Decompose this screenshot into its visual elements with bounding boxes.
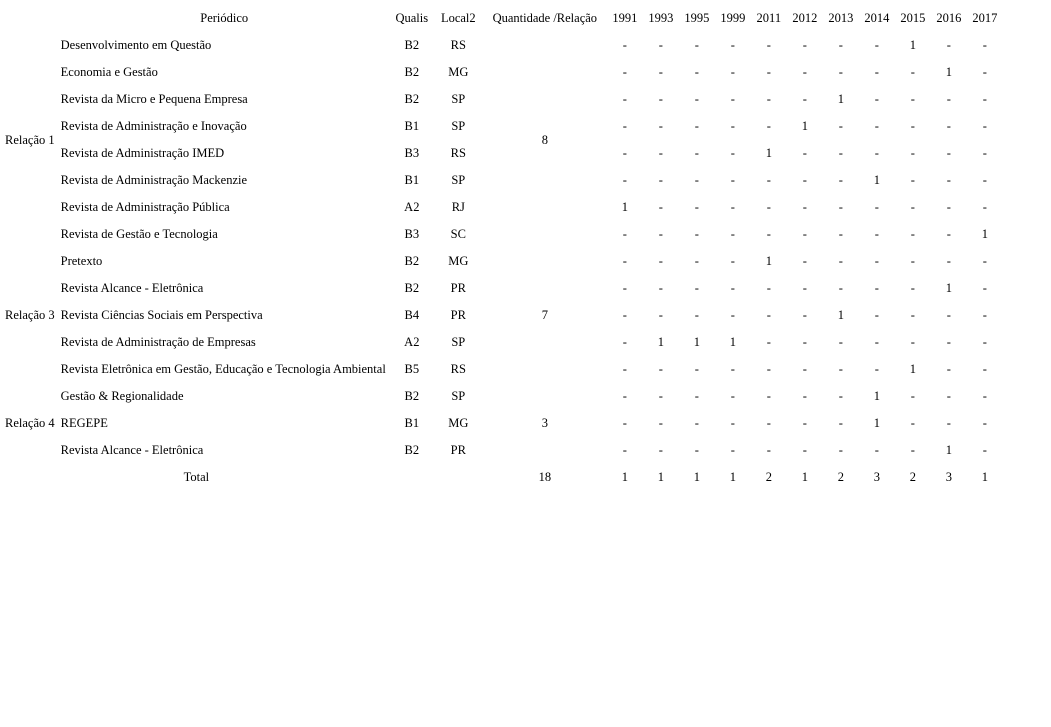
local-value: RJ <box>451 200 465 214</box>
year-count: - <box>946 416 951 430</box>
local-value: SP <box>451 173 466 187</box>
year-count: 1 <box>945 281 952 295</box>
qualis-value: B2 <box>404 281 420 295</box>
year-count: 1 <box>945 65 952 79</box>
year-count: - <box>946 200 951 214</box>
year-count: - <box>694 308 699 322</box>
year-count: 1 <box>909 362 916 376</box>
year-count: - <box>838 281 843 295</box>
quantidade-value: 3 <box>541 416 548 430</box>
year-count: - <box>622 92 627 106</box>
year-count: - <box>838 173 843 187</box>
periodico-name: Revista de Administração de Empresas <box>60 335 256 349</box>
year-count: 1 <box>945 443 952 457</box>
year-count: - <box>694 146 699 160</box>
year-count: - <box>730 308 735 322</box>
periodico-name: REGEPE <box>60 416 108 430</box>
year-count: - <box>802 335 807 349</box>
local-value: SP <box>451 92 466 106</box>
year-count: - <box>730 92 735 106</box>
qualis-value: B5 <box>404 362 420 376</box>
year-count: - <box>946 146 951 160</box>
year-count: - <box>982 92 987 106</box>
year-count: - <box>658 281 663 295</box>
year-count: - <box>910 146 915 160</box>
header-local: Local2 <box>440 11 476 25</box>
year-count: - <box>982 443 987 457</box>
local-value: RS <box>450 146 466 160</box>
year-count: - <box>946 227 951 241</box>
qualis-value: A2 <box>404 335 420 349</box>
year-count: - <box>874 38 879 52</box>
year-count: - <box>982 335 987 349</box>
periodico-name: Revista de Administração Mackenzie <box>60 173 248 187</box>
year-count: 1 <box>873 173 880 187</box>
year-count: - <box>874 200 879 214</box>
year-count: - <box>838 362 843 376</box>
table-body <box>3 32 1003 491</box>
header-row <box>3 5 1003 32</box>
year-count: - <box>694 362 699 376</box>
table-row <box>3 32 1003 59</box>
table-head <box>3 5 1003 32</box>
year-count: - <box>802 173 807 187</box>
year-count: - <box>730 443 735 457</box>
year-count: - <box>730 119 735 133</box>
local-value: MG <box>448 254 469 268</box>
year-count: - <box>982 146 987 160</box>
year-count: - <box>946 38 951 52</box>
year-count: - <box>622 146 627 160</box>
year-count: - <box>658 92 663 106</box>
periodico-name: Desenvolvimento em Questão <box>60 38 212 52</box>
year-count: - <box>982 200 987 214</box>
year-count: - <box>622 227 627 241</box>
header-qualis: Qualis <box>395 11 429 25</box>
periodico-name: Revista da Micro e Pequena Empresa <box>60 92 248 106</box>
year-count: - <box>730 281 735 295</box>
periodico-name: Economia e Gestão <box>60 65 158 79</box>
year-count: - <box>874 92 879 106</box>
qualis-value: A2 <box>404 200 420 214</box>
year-count: - <box>766 65 771 79</box>
total-year-count: 3 <box>873 470 880 484</box>
year-count: - <box>766 281 771 295</box>
year-count: - <box>838 146 843 160</box>
year-count: - <box>730 173 735 187</box>
year-count: 1 <box>657 335 664 349</box>
year-count: - <box>622 119 627 133</box>
year-count: 1 <box>765 254 772 268</box>
year-count: - <box>622 308 627 322</box>
year-count: - <box>730 389 735 403</box>
total-year-count: 1 <box>801 470 808 484</box>
qualis-value: B2 <box>404 65 420 79</box>
total-row <box>3 464 1003 491</box>
year-count: 1 <box>909 38 916 52</box>
year-count: - <box>730 38 735 52</box>
year-count: - <box>658 362 663 376</box>
periodico-name: Revista de Administração Pública <box>60 200 230 214</box>
year-count: - <box>658 443 663 457</box>
year-count: - <box>766 38 771 52</box>
year-count: 1 <box>873 416 880 430</box>
total-year-count: 1 <box>621 470 628 484</box>
local-value: PR <box>450 443 466 457</box>
local-value: SC <box>450 227 466 241</box>
year-count: - <box>622 254 627 268</box>
year-count: - <box>910 335 915 349</box>
year-count: - <box>910 443 915 457</box>
year-count: - <box>766 362 771 376</box>
year-count: - <box>802 443 807 457</box>
year-count: - <box>802 92 807 106</box>
total-year-count: 2 <box>765 470 772 484</box>
year-count: - <box>622 173 627 187</box>
year-count: - <box>802 362 807 376</box>
year-count: - <box>874 308 879 322</box>
periodico-name: Revista Alcance - Eletrônica <box>60 281 204 295</box>
year-count: - <box>622 416 627 430</box>
year-count: - <box>874 254 879 268</box>
periodico-name: Revista Eletrônica em Gestão, Educação e Tecnologia Ambiental <box>60 362 386 376</box>
year-count: - <box>802 65 807 79</box>
year-count: - <box>982 254 987 268</box>
year-count: - <box>838 443 843 457</box>
year-count: - <box>766 416 771 430</box>
year-count: - <box>802 200 807 214</box>
periodico-name: Revista de Administração IMED <box>60 146 225 160</box>
year-count: 1 <box>621 200 628 214</box>
header-year: 1991 <box>612 11 638 25</box>
year-count: - <box>874 335 879 349</box>
year-count: - <box>766 308 771 322</box>
periodico-name: Gestão & Regionalidade <box>60 389 184 403</box>
year-count: - <box>874 119 879 133</box>
year-count: - <box>946 335 951 349</box>
year-count: - <box>802 416 807 430</box>
total-quantidade: 18 <box>538 470 552 484</box>
year-count: - <box>874 65 879 79</box>
total-year-count: 1 <box>657 470 664 484</box>
year-count: - <box>982 416 987 430</box>
year-count: - <box>658 119 663 133</box>
year-count: - <box>730 227 735 241</box>
year-count: - <box>982 173 987 187</box>
qualis-value: B3 <box>404 227 420 241</box>
year-count: 1 <box>837 92 844 106</box>
year-count: - <box>910 119 915 133</box>
year-count: - <box>802 281 807 295</box>
year-count: - <box>766 119 771 133</box>
year-count: - <box>658 146 663 160</box>
header-year: 2017 <box>972 11 998 25</box>
year-count: - <box>946 362 951 376</box>
periodico-name: Pretexto <box>60 254 103 268</box>
year-count: - <box>694 200 699 214</box>
total-label: Total <box>183 470 210 484</box>
year-count: - <box>730 65 735 79</box>
year-count: - <box>622 281 627 295</box>
total-empty-local <box>434 464 483 491</box>
year-count: 1 <box>801 119 808 133</box>
year-count: - <box>982 119 987 133</box>
year-count: - <box>658 200 663 214</box>
year-count: - <box>838 227 843 241</box>
year-count: - <box>622 362 627 376</box>
year-count: - <box>874 227 879 241</box>
year-count: - <box>946 173 951 187</box>
qualis-value: B2 <box>404 389 420 403</box>
total-year-count: 2 <box>909 470 916 484</box>
year-count: - <box>874 362 879 376</box>
year-count: - <box>802 389 807 403</box>
periodicos-table <box>3 5 1003 491</box>
header-year: 2013 <box>828 11 854 25</box>
header-year: 2016 <box>936 11 962 25</box>
header-year: 2014 <box>864 11 890 25</box>
year-count: - <box>766 389 771 403</box>
year-count: - <box>838 38 843 52</box>
year-count: - <box>946 389 951 403</box>
year-count: - <box>766 227 771 241</box>
year-count: - <box>730 200 735 214</box>
header-relacao-spacer <box>3 5 59 32</box>
local-value: SP <box>451 119 466 133</box>
year-count: - <box>910 389 915 403</box>
header-year: 2015 <box>900 11 926 25</box>
year-count: - <box>982 362 987 376</box>
year-count: 1 <box>765 146 772 160</box>
year-count: - <box>694 92 699 106</box>
header-year: 2011 <box>756 11 782 25</box>
year-count: - <box>910 254 915 268</box>
year-count: - <box>694 389 699 403</box>
table-row <box>3 248 1003 275</box>
qualis-value: B1 <box>404 173 420 187</box>
header-periodico: Periódico <box>200 11 249 25</box>
year-count: - <box>946 92 951 106</box>
year-count: - <box>802 308 807 322</box>
year-count: - <box>910 308 915 322</box>
year-count: - <box>694 416 699 430</box>
quantidade-value: 8 <box>541 132 548 147</box>
year-count: - <box>838 254 843 268</box>
qualis-value: B3 <box>404 146 420 160</box>
year-count: - <box>622 389 627 403</box>
qualis-value: B4 <box>404 308 420 322</box>
header-quantidade: Quantidade /Relação <box>492 11 598 25</box>
year-count: - <box>694 173 699 187</box>
year-count: - <box>766 92 771 106</box>
year-count: - <box>658 416 663 430</box>
year-count: - <box>766 335 771 349</box>
header-year: 1999 <box>720 11 746 25</box>
year-count: - <box>730 362 735 376</box>
year-count: - <box>694 254 699 268</box>
periodico-name: Revista Alcance - Eletrônica <box>60 443 204 457</box>
total-year-count: 1 <box>729 470 736 484</box>
year-count: 1 <box>729 335 736 349</box>
year-count: - <box>730 254 735 268</box>
year-count: - <box>910 281 915 295</box>
year-count: - <box>910 65 915 79</box>
year-count: - <box>838 65 843 79</box>
relacao-label: Relação 1 <box>5 132 55 147</box>
table-row <box>3 383 1003 410</box>
header-year: 1995 <box>684 11 710 25</box>
local-value: PR <box>450 308 466 322</box>
relacao-label: Relação 4 <box>5 416 55 430</box>
qualis-value: B1 <box>404 416 420 430</box>
header-year: 2012 <box>792 11 818 25</box>
year-count: 1 <box>693 335 700 349</box>
year-count: - <box>838 200 843 214</box>
qualis-value: B2 <box>404 254 420 268</box>
year-count: - <box>982 38 987 52</box>
year-count: - <box>946 308 951 322</box>
total-empty-qualis <box>390 464 434 491</box>
year-count: - <box>874 443 879 457</box>
year-count: - <box>694 38 699 52</box>
year-count: - <box>658 65 663 79</box>
year-count: - <box>658 173 663 187</box>
year-count: - <box>730 416 735 430</box>
year-count: - <box>982 65 987 79</box>
year-count: - <box>838 335 843 349</box>
year-count: - <box>946 254 951 268</box>
periodico-name: Revista Ciências Sociais em Perspectiva <box>60 308 263 322</box>
qualis-value: B1 <box>404 119 420 133</box>
year-count: - <box>766 200 771 214</box>
year-count: - <box>766 173 771 187</box>
total-year-count: 2 <box>837 470 844 484</box>
year-count: - <box>802 254 807 268</box>
qualis-value: B2 <box>404 92 420 106</box>
year-count: - <box>982 308 987 322</box>
year-count: - <box>910 416 915 430</box>
year-count: - <box>730 146 735 160</box>
year-count: - <box>838 389 843 403</box>
year-count: - <box>694 443 699 457</box>
year-count: - <box>982 281 987 295</box>
year-count: - <box>694 65 699 79</box>
year-count: 1 <box>981 227 988 241</box>
local-value: SP <box>451 335 466 349</box>
year-count: - <box>982 389 987 403</box>
qualis-value: B2 <box>404 38 420 52</box>
year-count: - <box>910 173 915 187</box>
year-count: - <box>874 146 879 160</box>
year-count: - <box>658 254 663 268</box>
periodico-name: Revista de Administração e Inovação <box>60 119 247 133</box>
total-year-count: 3 <box>945 470 952 484</box>
year-count: - <box>766 443 771 457</box>
header-year: 1993 <box>648 11 674 25</box>
year-count: - <box>658 38 663 52</box>
year-count: - <box>910 227 915 241</box>
year-count: - <box>874 281 879 295</box>
year-count: - <box>802 38 807 52</box>
year-count: - <box>946 119 951 133</box>
local-value: SP <box>451 389 466 403</box>
quantidade-value: 7 <box>541 308 548 322</box>
periodico-name: Revista de Gestão e Tecnologia <box>60 227 218 241</box>
year-count: - <box>910 200 915 214</box>
year-count: - <box>658 308 663 322</box>
year-count: - <box>838 119 843 133</box>
year-count: - <box>694 281 699 295</box>
year-count: - <box>658 389 663 403</box>
year-count: - <box>802 146 807 160</box>
year-count: - <box>802 227 807 241</box>
year-count: - <box>622 65 627 79</box>
year-count: - <box>622 443 627 457</box>
local-value: PR <box>450 281 466 295</box>
year-count: 1 <box>873 389 880 403</box>
local-value: MG <box>448 416 469 430</box>
year-count: - <box>658 227 663 241</box>
total-year-count: 1 <box>981 470 988 484</box>
relacao-label: Relação 3 <box>5 308 55 322</box>
qualis-value: B2 <box>404 443 420 457</box>
year-count: 1 <box>837 308 844 322</box>
year-count: - <box>838 416 843 430</box>
year-count: - <box>694 119 699 133</box>
year-count: - <box>622 38 627 52</box>
year-count: - <box>910 92 915 106</box>
local-value: MG <box>448 65 469 79</box>
local-value: RS <box>450 38 466 52</box>
local-value: RS <box>450 362 466 376</box>
total-year-count: 1 <box>693 470 700 484</box>
year-count: - <box>694 227 699 241</box>
year-count: - <box>622 335 627 349</box>
